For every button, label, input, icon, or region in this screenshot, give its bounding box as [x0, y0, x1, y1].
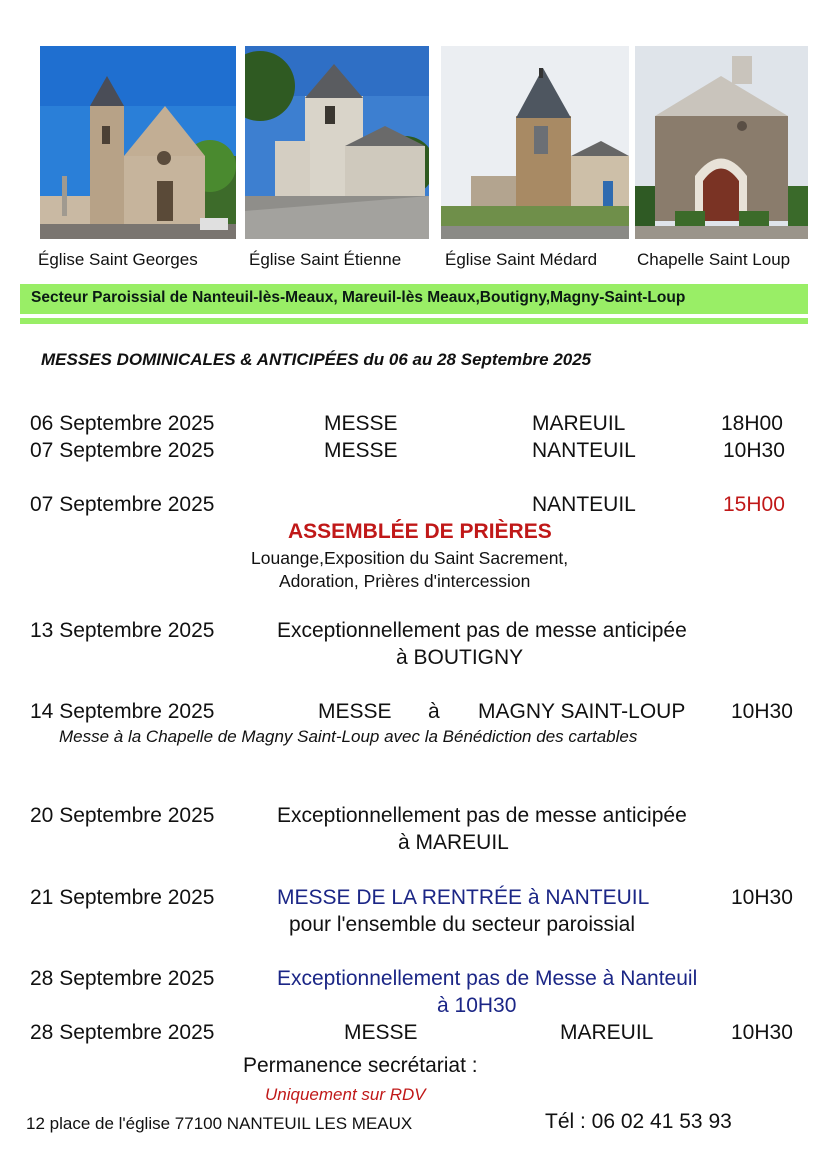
schedule-date: 28 Septembre 2025 — [30, 1021, 215, 1044]
schedule-date: 28 Septembre 2025 — [30, 967, 215, 990]
event-title: ASSEMBLÉE DE PRIÈRES — [288, 520, 552, 543]
schedule-note: Exceptionnellement pas de messe anticipée — [277, 619, 687, 642]
church-photo-saint-medard — [441, 46, 629, 239]
schedule-note: Exceptionnellement pas de Messe à Nanteuil — [277, 967, 698, 990]
caption-saint-georges: Église Saint Georges — [38, 250, 198, 269]
schedule-type: MESSE — [324, 439, 398, 462]
church-photo-saint-etienne — [245, 46, 429, 239]
banner-divider — [20, 318, 808, 324]
schedule-type: MESSE — [344, 1021, 418, 1044]
event-detail: Louange,Exposition du Saint Sacrement, — [251, 548, 569, 568]
schedule-time: 15H00 — [723, 493, 785, 516]
sector-banner-text: Secteur Paroissial de Nanteuil-lès-Meaux, Mareuil-lès Meaux,Boutigny,Magny-Saint-Loup — [31, 289, 686, 306]
schedule-place: à MAREUIL — [398, 831, 509, 854]
event-detail: pour l'ensemble du secteur paroissial — [289, 913, 636, 936]
address: 12 place de l'église 77100 NANTEUIL LES MEAUX — [26, 1114, 413, 1133]
schedule-date: 20 Septembre 2025 — [30, 804, 215, 827]
schedule-place: MAREUIL — [532, 412, 626, 435]
schedule-time: 10H30 — [731, 1021, 793, 1044]
schedule-preposition: à — [428, 700, 440, 723]
schedule-note: Exceptionnellement pas de messe anticipée — [277, 804, 687, 827]
schedule-date: 07 Septembre 2025 — [30, 493, 215, 516]
caption-saint-loup: Chapelle Saint Loup — [637, 250, 791, 269]
schedule-time: 18H00 — [721, 412, 783, 435]
schedule-place: MAGNY SAINT-LOUP — [478, 700, 686, 723]
schedule-place: NANTEUIL — [532, 493, 636, 516]
schedule-time: 10H30 — [731, 700, 793, 723]
schedule-date: 14 Septembre 2025 — [30, 700, 215, 723]
event-detail: Messe à la Chapelle de Magny Saint-Loup avec la Bénédiction des cartables — [59, 727, 638, 746]
schedule-time: à 10H30 — [437, 994, 517, 1017]
caption-saint-etienne: Église Saint Étienne — [249, 250, 402, 269]
schedule-type: MESSE — [318, 700, 392, 723]
schedule-type: MESSE — [324, 412, 398, 435]
chapel-photo-saint-loup — [635, 46, 808, 239]
page-title: MESSES DOMINICALES & ANTICIPÉES du 06 au 28 Septembre 2025 — [41, 350, 592, 369]
event-detail: Adoration, Prières d'intercession — [279, 571, 531, 591]
event-title: MESSE DE LA RENTRÉE à NANTEUIL — [277, 886, 650, 909]
rdv-note: Uniquement sur RDV — [265, 1085, 426, 1104]
schedule-date: 21 Septembre 2025 — [30, 886, 215, 909]
schedule-time: 10H30 — [731, 886, 793, 909]
schedule-date: 07 Septembre 2025 — [30, 439, 215, 462]
schedule-date: 06 Septembre 2025 — [30, 412, 215, 435]
schedule-time: 10H30 — [723, 439, 785, 462]
schedule-place: MAREUIL — [560, 1021, 654, 1044]
secretariat-heading: Permanence secrétariat : — [243, 1054, 478, 1077]
schedule-place: à BOUTIGNY — [396, 646, 524, 669]
schedule-place: NANTEUIL — [532, 439, 636, 462]
phone: Tél : 06 02 41 53 93 — [545, 1110, 732, 1133]
schedule-date: 13 Septembre 2025 — [30, 619, 215, 642]
caption-saint-medard: Église Saint Médard — [445, 250, 598, 269]
church-photo-saint-georges — [40, 46, 236, 239]
